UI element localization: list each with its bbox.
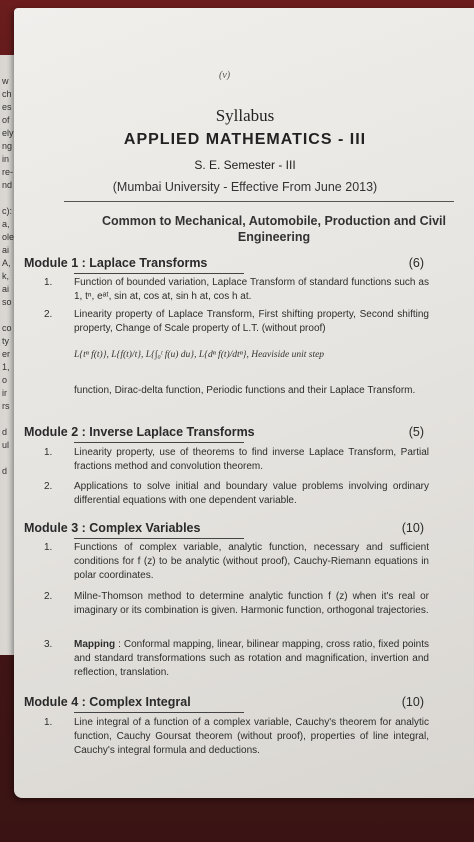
mapping-label: Mapping	[74, 639, 116, 650]
edge-text-fragment: ely	[2, 128, 14, 138]
item-number: 1.	[44, 542, 53, 553]
edge-text-fragment: k,	[2, 271, 10, 281]
item-text: Functions of complex variable, analytic function, necessary and sufficient conditions for f (z) to be analytic (without proof), Cauchy-Riemann equations in polar coordinates.	[74, 542, 429, 581]
university-label: (Mumbai University - Effective From June 2013)	[112, 180, 378, 194]
module-2-heading	[24, 425, 424, 439]
item-text	[74, 638, 429, 680]
edge-text-fragment: so	[2, 297, 12, 307]
item-number: 2.	[44, 591, 53, 602]
edge-text-fragment: ai	[2, 245, 10, 255]
divider	[64, 201, 454, 202]
module-title: Module 4 : Complex Integral	[24, 695, 191, 709]
edge-text-fragment: of	[2, 115, 10, 125]
edge-text-fragment: ty	[2, 336, 10, 346]
syllabus-page	[14, 8, 474, 798]
edge-text-fragment: 1,	[2, 362, 10, 372]
item-number: 2.	[44, 481, 53, 492]
module-underline	[74, 273, 244, 274]
edge-text-fragment: ir	[2, 388, 7, 398]
module-underline	[74, 712, 244, 713]
subject-title: APPLIED MATHEMATICS - III	[123, 131, 367, 148]
module-underline	[74, 442, 244, 443]
edge-text-fragment: w	[2, 76, 9, 86]
edge-text-fragment: c):	[2, 206, 12, 216]
edge-text-fragment: co	[2, 323, 12, 333]
mapping-text: : Conformal mapping, linear, bilinear mapping, cross ratio, fixed points and standard transformations such as rotation and magnification, invertion and reflection, translation.	[74, 639, 430, 678]
item-text: Linearity property of Laplace Transform, First shifting property, Second shifting property, Change of Scale property of L.T. (without proof)	[74, 309, 429, 334]
semester-label: S. E. Semester - III	[194, 158, 296, 172]
item-text: Function of bounded variation, Laplace Transform of standard functions such as 1, tⁿ, eᵃᵗ, sin at, cos at, sin h at, cos h at.	[74, 277, 429, 302]
module-hours: (5)	[408, 425, 424, 439]
edge-text-fragment: ul	[2, 440, 10, 450]
item-text: function, Dirac-delta function, Periodic functions and their Laplace Transform.	[74, 385, 416, 396]
module-hours: (10)	[401, 521, 424, 535]
item-text: Milne-Thomson method to determine analytic function f (z) when it's real or imaginary or its combination is given. Harmonic function, orthogonal trajectories.	[74, 591, 429, 616]
module-title: Module 2 : Inverse Laplace Transforms	[24, 425, 255, 439]
module-underline	[74, 538, 244, 539]
page-title: Syllabus	[215, 106, 275, 125]
edge-text-fragment: ole	[2, 232, 15, 242]
module-hours: (10)	[401, 695, 424, 709]
edge-text-fragment: d	[2, 427, 8, 437]
edge-text-fragment: re-	[2, 167, 13, 177]
edge-text-fragment: nd	[2, 180, 13, 190]
edge-text-fragment: in	[2, 154, 10, 164]
page-number: (v)	[219, 70, 231, 81]
module-4-heading	[24, 695, 424, 709]
item-number: 1.	[44, 447, 53, 458]
item-text: Linearity property, use of theorems to find inverse Laplace Transform, Partial fractions method and convolution theorem.	[74, 447, 429, 472]
edge-text-fragment: ng	[2, 141, 13, 151]
edge-text-fragment: rs	[2, 401, 10, 411]
item-number: 3.	[44, 639, 53, 650]
item-number: 1.	[44, 717, 53, 728]
module-hours: (6)	[408, 256, 424, 270]
edge-text-fragment: er	[2, 349, 11, 359]
item-text: Applications to solve initial and boundary value problems involving ordinary differential equations with one dependent variable.	[74, 481, 429, 506]
edge-text-fragment: es	[2, 102, 12, 112]
edge-text-fragment: ch	[2, 89, 12, 99]
module-title: Module 3 : Complex Variables	[24, 521, 201, 535]
laplace-formula: L{tⁿ f(t)}, L{f(t)/t}, L{∫₀ᵗ f(u) du}, L{dⁿ f(t)/dtⁿ}, Heaviside unit step	[74, 350, 325, 360]
edge-text-fragment: o	[2, 375, 8, 385]
edge-text-fragment: d	[2, 466, 8, 476]
edge-text-fragment: A,	[2, 258, 11, 268]
module-title: Module 1 : Laplace Transforms	[24, 256, 208, 270]
item-text: Line integral of a function of a complex variable, Cauchy's theorem for analytic function, Cauchy Goursat theorem (without proof), properties of line integral, Cauchy's integral formula and deductions.	[74, 717, 429, 756]
common-to-heading: Common to Mechanical, Automobile, Production and Civil Engineering	[101, 214, 446, 244]
edge-text-fragment: a,	[2, 219, 10, 229]
item-number: 2.	[44, 309, 53, 320]
module-3-heading	[24, 521, 424, 535]
item-number: 1.	[44, 277, 53, 288]
module-1-heading	[24, 256, 424, 270]
edge-text-fragment: ai	[2, 284, 10, 294]
